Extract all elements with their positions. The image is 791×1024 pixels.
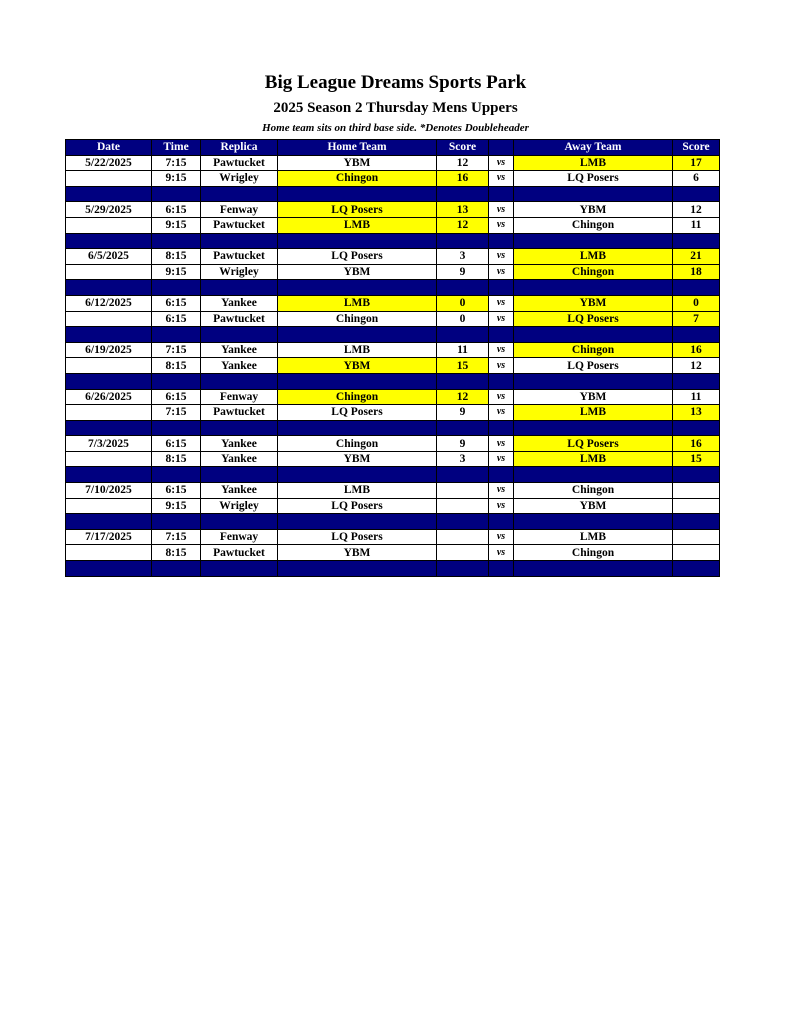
home-team: YBM (278, 358, 437, 374)
game-time: 9:15 (152, 498, 201, 514)
away-team: Chingon (514, 264, 673, 280)
away-team: Chingon (514, 342, 673, 358)
week-separator (66, 186, 720, 202)
vs-label: vs (489, 295, 514, 311)
vs-label: vs (489, 389, 514, 405)
away-team: LQ Posers (514, 171, 673, 187)
home-score: 9 (437, 264, 489, 280)
game-date (66, 217, 152, 233)
game-date (66, 311, 152, 327)
game-row (66, 311, 720, 327)
game-time: 6:15 (152, 202, 201, 218)
game-time: 9:15 (152, 217, 201, 233)
game-row (66, 436, 720, 452)
col-header-home-team: Home Team (278, 140, 437, 156)
home-score: 9 (437, 436, 489, 452)
vs-label: vs (489, 264, 514, 280)
vs-label: vs (489, 249, 514, 265)
game-time: 6:15 (152, 483, 201, 499)
home-team: LQ Posers (278, 202, 437, 218)
home-score: 16 (437, 171, 489, 187)
game-row (66, 295, 720, 311)
game-field: Pawtucket (201, 249, 278, 265)
col-header-vs (489, 140, 514, 156)
away-score (673, 545, 720, 561)
away-team: LMB (514, 155, 673, 171)
home-team: LQ Posers (278, 498, 437, 514)
game-time: 6:15 (152, 389, 201, 405)
away-score: 18 (673, 264, 720, 280)
away-team: YBM (514, 202, 673, 218)
vs-label: vs (489, 311, 514, 327)
game-row (66, 202, 720, 218)
vs-label: vs (489, 405, 514, 421)
schedule-table (65, 139, 720, 577)
game-date: 6/26/2025 (66, 389, 152, 405)
away-score: 21 (673, 249, 720, 265)
schedule-body (66, 155, 720, 576)
game-date (66, 264, 152, 280)
away-score: 17 (673, 155, 720, 171)
away-score (673, 529, 720, 545)
week-separator (66, 467, 720, 483)
vs-label: vs (489, 342, 514, 358)
home-score: 12 (437, 155, 489, 171)
vs-label: vs (489, 451, 514, 467)
game-row (66, 451, 720, 467)
home-score: 11 (437, 342, 489, 358)
away-score: 11 (673, 389, 720, 405)
game-time: 7:15 (152, 529, 201, 545)
game-row (66, 545, 720, 561)
game-date (66, 405, 152, 421)
away-team: LMB (514, 451, 673, 467)
week-separator (66, 280, 720, 296)
home-score (437, 498, 489, 514)
home-score (437, 529, 489, 545)
week-separator (66, 327, 720, 343)
home-team: LMB (278, 217, 437, 233)
game-row (66, 405, 720, 421)
away-score (673, 483, 720, 499)
home-score: 13 (437, 202, 489, 218)
home-team: LQ Posers (278, 249, 437, 265)
game-field: Pawtucket (201, 217, 278, 233)
game-field: Yankee (201, 483, 278, 499)
away-team: LQ Posers (514, 358, 673, 374)
home-team: Chingon (278, 436, 437, 452)
game-field: Fenway (201, 389, 278, 405)
game-time: 6:15 (152, 295, 201, 311)
game-time: 8:15 (152, 451, 201, 467)
game-date: 7/10/2025 (66, 483, 152, 499)
col-header-time: Time (152, 140, 201, 156)
home-score: 15 (437, 358, 489, 374)
game-time: 8:15 (152, 358, 201, 374)
game-date (66, 451, 152, 467)
away-team: Chingon (514, 545, 673, 561)
away-team: Chingon (514, 483, 673, 499)
away-score: 13 (673, 405, 720, 421)
game-date (66, 358, 152, 374)
away-team: YBM (514, 498, 673, 514)
col-header-away-team: Away Team (514, 140, 673, 156)
home-score: 0 (437, 295, 489, 311)
home-team: YBM (278, 545, 437, 561)
col-header-date: Date (66, 140, 152, 156)
vs-label: vs (489, 358, 514, 374)
away-team: Chingon (514, 217, 673, 233)
game-field: Fenway (201, 202, 278, 218)
away-team: YBM (514, 295, 673, 311)
game-field: Yankee (201, 295, 278, 311)
game-date: 6/5/2025 (66, 249, 152, 265)
game-field: Pawtucket (201, 155, 278, 171)
away-team: LMB (514, 249, 673, 265)
home-team: Chingon (278, 311, 437, 327)
vs-label: vs (489, 155, 514, 171)
home-score: 0 (437, 311, 489, 327)
game-row (66, 249, 720, 265)
vs-label: vs (489, 529, 514, 545)
away-team: LQ Posers (514, 436, 673, 452)
game-field: Yankee (201, 358, 278, 374)
week-separator (66, 233, 720, 249)
game-time: 6:15 (152, 436, 201, 452)
game-date (66, 171, 152, 187)
game-field: Pawtucket (201, 545, 278, 561)
vs-label: vs (489, 202, 514, 218)
away-score: 16 (673, 342, 720, 358)
game-field: Fenway (201, 529, 278, 545)
away-team: YBM (514, 389, 673, 405)
game-field: Wrigley (201, 498, 278, 514)
home-team: YBM (278, 264, 437, 280)
game-field: Wrigley (201, 264, 278, 280)
home-team: LMB (278, 483, 437, 499)
col-header-home-score: Score (437, 140, 489, 156)
away-team: LMB (514, 529, 673, 545)
home-team: Chingon (278, 171, 437, 187)
game-row (66, 155, 720, 171)
vs-label: vs (489, 217, 514, 233)
game-time: 7:15 (152, 405, 201, 421)
col-header-away-score: Score (673, 140, 720, 156)
game-date: 7/17/2025 (66, 529, 152, 545)
vs-label: vs (489, 483, 514, 499)
vs-label: vs (489, 436, 514, 452)
game-date (66, 545, 152, 561)
away-score: 12 (673, 358, 720, 374)
week-separator (66, 420, 720, 436)
game-field: Yankee (201, 451, 278, 467)
week-separator (66, 514, 720, 530)
game-row (66, 342, 720, 358)
schedule-note: Home team sits on third base side. *Denotes Doubleheader (262, 122, 529, 134)
home-score (437, 483, 489, 499)
away-score: 0 (673, 295, 720, 311)
home-team: LQ Posers (278, 405, 437, 421)
home-team: YBM (278, 155, 437, 171)
home-score: 12 (437, 217, 489, 233)
away-team: LQ Posers (514, 311, 673, 327)
game-field: Yankee (201, 436, 278, 452)
game-time: 7:15 (152, 342, 201, 358)
away-score: 12 (673, 202, 720, 218)
week-separator (66, 561, 720, 577)
home-team: LQ Posers (278, 529, 437, 545)
header-row (66, 140, 720, 156)
game-row (66, 171, 720, 187)
game-time: 7:15 (152, 155, 201, 171)
game-row (66, 529, 720, 545)
game-field: Pawtucket (201, 311, 278, 327)
home-team: LMB (278, 295, 437, 311)
home-score: 12 (437, 389, 489, 405)
page-title: Big League Dreams Sports Park (264, 72, 527, 93)
game-row (66, 389, 720, 405)
away-score: 15 (673, 451, 720, 467)
game-date: 7/3/2025 (66, 436, 152, 452)
home-score: 9 (437, 405, 489, 421)
away-score: 16 (673, 436, 720, 452)
game-time: 9:15 (152, 264, 201, 280)
game-row (66, 498, 720, 514)
game-row (66, 358, 720, 374)
game-row (66, 264, 720, 280)
game-field: Wrigley (201, 171, 278, 187)
game-field: Pawtucket (201, 405, 278, 421)
game-row (66, 483, 720, 499)
away-score: 11 (673, 217, 720, 233)
home-team: LMB (278, 342, 437, 358)
page-subtitle: 2025 Season 2 Thursday Mens Uppers (273, 100, 518, 116)
game-date: 5/29/2025 (66, 202, 152, 218)
home-team: Chingon (278, 389, 437, 405)
game-row (66, 217, 720, 233)
vs-label: vs (489, 545, 514, 561)
away-team: LMB (514, 405, 673, 421)
game-date: 6/19/2025 (66, 342, 152, 358)
home-score (437, 545, 489, 561)
week-separator (66, 373, 720, 389)
away-score: 6 (673, 171, 720, 187)
home-score: 3 (437, 249, 489, 265)
vs-label: vs (489, 498, 514, 514)
game-date (66, 498, 152, 514)
away-score: 7 (673, 311, 720, 327)
vs-label: vs (489, 171, 514, 187)
home-team: YBM (278, 451, 437, 467)
game-time: 6:15 (152, 311, 201, 327)
game-time: 9:15 (152, 171, 201, 187)
game-date: 5/22/2025 (66, 155, 152, 171)
game-date: 6/12/2025 (66, 295, 152, 311)
game-time: 8:15 (152, 249, 201, 265)
home-score: 3 (437, 451, 489, 467)
game-time: 8:15 (152, 545, 201, 561)
col-header-replica: Replica (201, 140, 278, 156)
away-score (673, 498, 720, 514)
game-field: Yankee (201, 342, 278, 358)
